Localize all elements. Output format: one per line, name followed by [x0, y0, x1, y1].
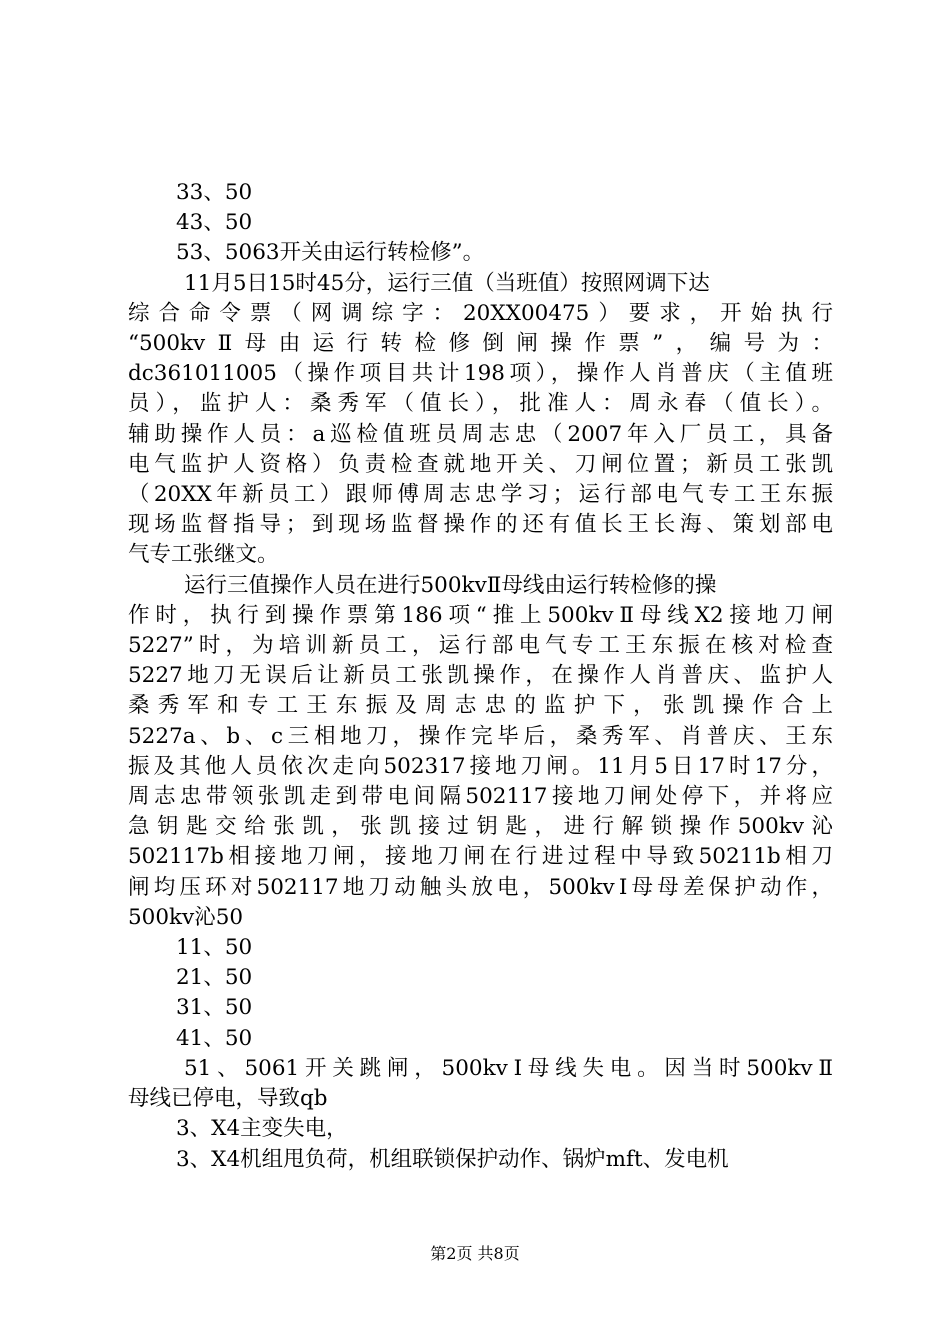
text-line: 3、X4主变失电， [176, 1116, 348, 1142]
text-line: 11、50 [176, 935, 253, 961]
text-line: 周志忠带领张凯走到带电间隔502117接地刀闸处停下，并将应 [128, 784, 833, 810]
page-number-footer: 第2页 共8页 [430, 1244, 520, 1263]
paragraph-start-line: 51、5061开关跳闸，500kvⅠ母线失电。因当时500kvⅡ [184, 1055, 833, 1081]
text-line: （20XX年新员工）跟师傅周志忠学习；运行部电气专工王东振 [128, 482, 833, 508]
text-line: 振及其他人员依次走向502317接地刀闸。11月5日17时17分， [128, 753, 833, 779]
text-line: 母线已停电，导致qb [128, 1086, 328, 1112]
text-line: 闸均压环对502117地刀动触头放电，500kvⅠ母母差保护动作， [128, 874, 833, 900]
text-line: 53、5063开关由运行转检修”。 [176, 240, 485, 266]
text-line: 员），监护人：桑秀军（值长），批准人：周永春（值长）。 [128, 391, 833, 417]
text-line: 急钥匙交给张凯，张凯接过钥匙，进行解锁操作500kv沁 [128, 814, 833, 840]
text-line: 作时，执行到操作票第186项“推上500kvⅡ母线X2接地刀闸 [128, 602, 833, 628]
paragraph-start-line: 11月5日15时45分，运行三值（当班值）按照网调下达 [184, 270, 710, 296]
text-line: 3、X4机组甩负荷，机组联锁保护动作、锅炉mft、发电机 [176, 1146, 729, 1172]
paragraph-start-line: 运行三值操作人员在进行500kvⅡ母线由运行转检修的操 [184, 572, 717, 598]
text-line: 桑秀军和专工王东振及周志忠的监护下，张凯操作合上 [128, 693, 833, 719]
text-line: 现场监督指导；到现场监督操作的还有值长王长海、策划部电 [128, 512, 833, 538]
text-line: “500kvⅡ母由运行转检修倒闸操作票”，编号为： [128, 331, 833, 357]
text-line: 气专工张继文。 [128, 542, 279, 568]
document-body [128, 178, 833, 1175]
text-line: 5227a、b、c三相地刀，操作完毕后，桑秀军、肖普庆、王东 [128, 723, 833, 749]
text-line: dc361011005（操作项目共计198项），操作人肖普庆（主值班 [128, 361, 833, 387]
text-line: 502117b相接地刀闸，接地刀闸在行进过程中导致50211b相刀 [128, 844, 833, 870]
text-line: 500kv沁50 [128, 904, 244, 930]
text-line: 43、50 [176, 210, 253, 236]
text-line: 5227地刀无误后让新员工张凯操作，在操作人肖普庆、监护人 [128, 663, 833, 689]
text-line: 5227”时，为培训新员工，运行部电气专工王东振在核对检查 [128, 633, 833, 659]
text-line: 电气监护人资格）负责检查就地开关、刀闸位置；新员工张凯 [128, 451, 833, 477]
text-line: 辅助操作人员：a巡检值班员周志忠（2007年入厂员工，具备 [128, 421, 833, 447]
text-line: 33、50 [176, 180, 253, 205]
text-line: 21、50 [176, 965, 253, 991]
text-line: 综合命令票（网调综字：20XX00475）要求，开始执行 [128, 300, 833, 326]
text-line: 41、50 [176, 1025, 253, 1051]
text-line: 31、50 [176, 995, 253, 1021]
